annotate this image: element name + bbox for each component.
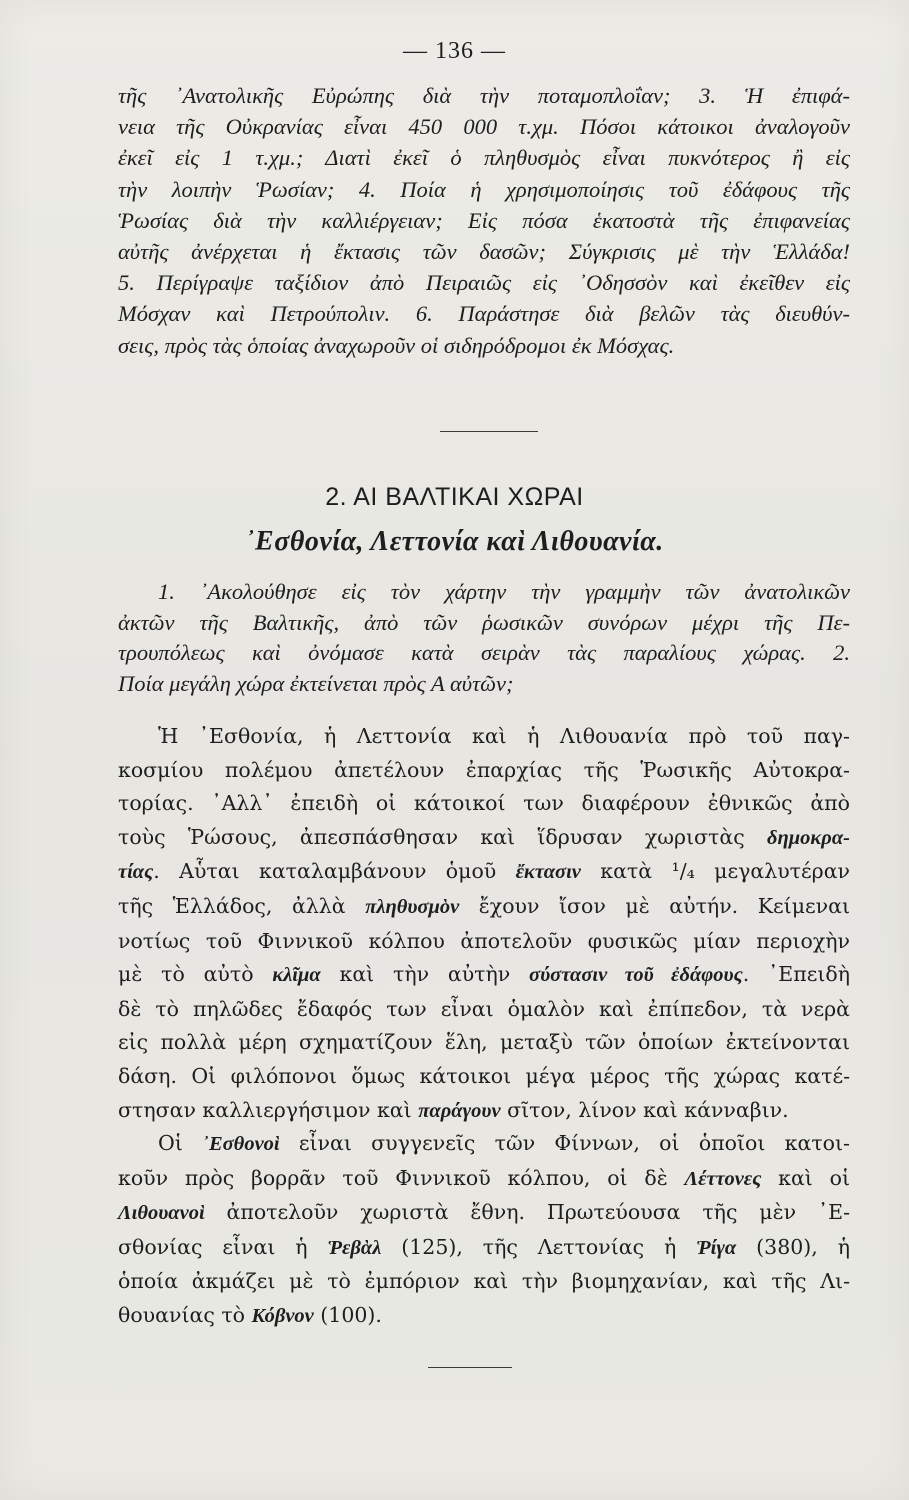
page-number: — 136 — [403, 38, 506, 64]
questions-line: νεια τῆς Οὐκρανίας εἶναι 450 000 τ.χμ. Πόσοι κάτοικοι ἀναλογοῦν [118, 114, 850, 140]
exercise-paragraph [118, 577, 850, 699]
body-line: Οἱ ᾿Εσθονοὶ εἶναι συγγενεῖς τῶν Φίννων, οἱ ὁποῖοι κατοι- [158, 1131, 850, 1155]
exercise-line: Ποία μεγάλη χώρα ἐκτείνεται πρὸς Α αὐτῶν; [118, 670, 514, 696]
keyword: Ῥίγα [696, 1236, 737, 1259]
body-line: εἰς πολλὰ μέρη σχηματίζουν ἕλη, μεταξὺ τῶν ὁποίων ἐκτείνονται [118, 1030, 850, 1055]
body-line: Λιθουανοὶ ἀποτελοῦν χωριστὰ ἔθνη. Πρωτεύουσα τῆς μὲν ᾿Ε- [118, 1200, 850, 1225]
keyword: τίας [118, 861, 154, 884]
body-line: τορίας. ᾿Αλλ᾿ ἐπειδὴ οἱ κάτοικοί των διαφέρουν ἐθνικῶς ἀπὸ [118, 791, 850, 816]
body-line: νοτίως τοῦ Φιννικοῦ κόλπου ἀποτελοῦν φυσικῶς μίαν περιοχὴν [118, 928, 850, 953]
exercise-line: 1. ᾿Ακολούθησε εἰς τὸν χάρτην τὴν γραμμὴν τῶν ἀνατολικῶν [158, 579, 850, 604]
questions-line: τῆς ᾿Ανατολικῆς Εὐρώπης διὰ τὴν ποταμοπλοΐαν; 3. Ἡ ἐπιφά- [118, 83, 850, 108]
section-subtitle: ᾿Εσθονία, Λεττονία καὶ Λιθουανία. [245, 526, 664, 557]
keyword: Λέττονες [684, 1167, 762, 1190]
keyword: ᾿Εσθονοὶ [202, 1133, 280, 1155]
questions-line: σεις, πρὸς τὰς ὁποίας ἀναχωροῦν οἱ σιδηρόδρομοι ἐκ Μόσχας. [118, 332, 675, 358]
body-line: Ἡ ᾿Εσθονία, ἡ Λεττονία καὶ ἡ Λιθουανία πρὸ τοῦ παγ- [158, 724, 850, 748]
keyword: Λιθουανοὶ [118, 1202, 205, 1225]
keyword: πληθυσμὸν [365, 895, 460, 918]
keyword: κλῖμα [272, 964, 321, 987]
end-divider [428, 1367, 512, 1368]
exercise-line: ἀκτῶν τῆς Βαλτικῆς, ἀπὸ τῶν ῥωσικῶν συνόρων μέχρι τῆς Πε- [118, 609, 850, 635]
section-title: 2. ΑΙ ΒΑΛΤΙΚΑΙ ΧΩΡΑΙ [325, 483, 584, 511]
body-paragraph-1 [118, 720, 850, 1128]
questions-line: Ῥωσίας διὰ τὴν καλλιέργειαν; Εἰς πόσα ἑκατοστὰ τῆς ἐπιφανείας [118, 207, 850, 233]
body-line: σθονίας εἶναι ἡ Ῥεβὰλ (125), τῆς Λεττονίας ἡ Ῥίγα (380), ἡ [118, 1234, 850, 1259]
keyword: σύστασιν τοῦ ἐδάφους [529, 964, 743, 987]
body-line: μὲ τὸ αὐτὸ κλῖμα καὶ τὴν αὐτὴν σύστασιν τοῦ ἐδάφους. ᾿Επειδὴ [118, 962, 850, 987]
keyword: Κόβνον [251, 1304, 314, 1327]
section-divider [440, 431, 538, 432]
keyword: ἔκτασιν [515, 861, 581, 884]
questions-line: Μόσχαν καὶ Πετρούπολιν. 6. Παράστησε διὰ βελῶν τὰς διευθύν- [118, 301, 850, 327]
body-line: θουανίας τὸ Κόβνον (100). [118, 1302, 382, 1327]
body-paragraph-2 [118, 1127, 850, 1334]
body-line: ὁποία ἀκμάζει μὲ τὸ ἐμπόριον καὶ τὴν βιομηχανίαν, καὶ τῆς Λι- [118, 1269, 850, 1294]
questions-line: τὴν λοιπὴν Ῥωσίαν; 4. Ποία ἡ χρησιμοποίησις τοῦ ἐδάφους τῆς [118, 176, 850, 202]
questions-line: ἐκεῖ εἰς 1 τ.χμ.; Διατὶ ἐκεῖ ὁ πληθυσμὸς εἶναι πυκνότερος ἢ εἰς [118, 145, 850, 171]
keyword: Ῥεβὰλ [327, 1236, 382, 1259]
body-line: δὲ τὸ πηλῶδες ἔδαφός των εἶναι ὁμαλὸν καὶ ἐπίπεδον, τὰ νερὰ [118, 996, 850, 1021]
body-line: δάση. Οἱ φιλόπονοι ὅμως κάτοικοι μέγα μέρος τῆς χώρας κατέ- [118, 1063, 850, 1088]
body-line: τοὺς Ῥώσους, ἀπεσπάσθησαν καὶ ἵδρυσαν χωριστὰς δημοκρα- [118, 824, 850, 849]
body-line: τῆς Ἑλλάδος, ἀλλὰ πληθυσμὸν ἔχουν ἴσον μὲ αὐτήν. Κείμεναι [118, 893, 850, 918]
body-line: τίας. Αὗται καταλαμβάνουν ὁμοῦ ἔκτασιν κατὰ ¹/₄ μεγαλυτέραν [118, 859, 850, 884]
body-line: στησαν καλλιεργήσιμον καὶ παράγουν σῖτον, λίνον καὶ κάνναβιν. [118, 1097, 789, 1122]
body-line: κοῦν πρὸς βορρᾶν τοῦ Φιννικοῦ κόλπου, οἱ δὲ Λέττονες καὶ οἱ [118, 1165, 850, 1190]
exercise-line: τρουπόλεως καὶ ὀνόμασε κατὰ σειρὰν τὰς παραλίους χώρας. 2. [118, 640, 850, 665]
questions-paragraph [118, 80, 850, 361]
keyword: παράγουν [418, 1099, 501, 1122]
body-line: κοσμίου πολέμου ἀπετέλουν ἐπαρχίας τῆς Ῥωσικῆς Αὐτοκρα- [118, 757, 850, 782]
keyword: δημοκρα- [767, 826, 850, 849]
questions-line: αὐτῆς ἀνέρχεται ἡ ἔκτασις τῶν δασῶν; Σύγκρισις μὲ τὴν Ἑλλάδα! [118, 239, 850, 265]
questions-line: 5. Περίγραψε ταξίδιον ἀπὸ Πειραιῶς εἰς ᾿Οδησσὸν καὶ ἐκεῖθεν εἰς [118, 270, 850, 296]
